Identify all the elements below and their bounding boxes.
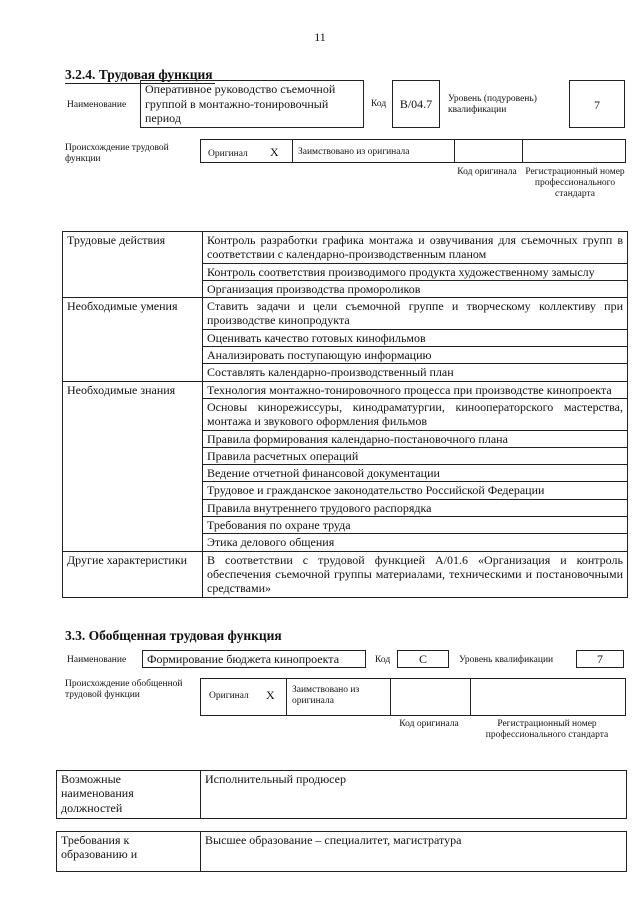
- row-label: Возможные наименования должностей: [57, 771, 201, 819]
- function-name-box: Оперативное руководство съемочной группой в монтажно-тонировочный период: [140, 80, 364, 128]
- table-row: [63, 298, 628, 330]
- row-item: Требования по охране труда: [203, 517, 628, 534]
- reg-number-caption: Регистрационный номер профессионального стандарта: [525, 167, 625, 199]
- positions-table: [56, 770, 627, 819]
- level-label: Уровень квалификации: [459, 655, 554, 665]
- original-mark: X: [270, 145, 279, 159]
- code-label: Код: [371, 99, 387, 109]
- name-label: Наименование: [67, 655, 127, 665]
- code-value: C: [418, 652, 427, 666]
- divider: [522, 139, 523, 163]
- row-item: Оценивать качество готовых кинофильмов: [203, 329, 628, 346]
- level-box: [576, 650, 624, 668]
- origin-table: [200, 139, 626, 163]
- divider: [470, 678, 471, 716]
- row-item: Правила внутреннего трудового распорядка: [203, 499, 628, 516]
- code-box: [397, 650, 449, 668]
- level-box: [569, 80, 625, 128]
- row-item: Контроль разработки графика монтажа и озвучивания для съемочных групп в соответствии с календарно-производственным планом: [203, 232, 628, 264]
- row-item: Трудовое и гражданское законодательство Российской Федерации: [203, 482, 628, 499]
- row-item: Этика делового общения: [203, 534, 628, 551]
- name-label: Наименование: [67, 100, 127, 110]
- row-item: Правила расчетных операций: [203, 447, 628, 464]
- table-row: [57, 771, 627, 819]
- divider: [454, 139, 455, 163]
- divider: [390, 678, 391, 716]
- row-item: Основы кинорежиссуры, кинодраматургии, кинооператорского мастерства, монтажа и звукового оформления фильмов: [203, 398, 628, 430]
- row-item: Контроль соответствия производимого продукта художественному замыслу: [203, 263, 628, 280]
- row-item: Правила формирования календарно-постановочного плана: [203, 430, 628, 447]
- origin-table: [200, 678, 626, 716]
- row-label: Трудовые действия: [63, 232, 203, 298]
- original-label: Оригинал: [208, 149, 248, 159]
- level-label: Уровень (подуровень) квалификации: [448, 94, 537, 115]
- table-row: [57, 832, 627, 872]
- function-name-box: Формирование бюджета кинопроекта: [142, 650, 366, 668]
- education-table: [56, 831, 627, 872]
- code-label: Код: [375, 655, 391, 665]
- origin-label: Происхождение обобщенной трудовой функции: [65, 679, 183, 700]
- row-item: Высшее образование – специалитет, магистратура: [201, 832, 627, 872]
- table-row: [63, 551, 628, 597]
- reg-number-caption: Регистрационный номер профессионального стандарта: [485, 719, 609, 740]
- section-title: 3.2.4. Трудовая функция: [65, 67, 213, 82]
- row-label: Требования к образованию и: [57, 832, 201, 872]
- row-item: Организация производства промороликов: [203, 280, 628, 297]
- borrowed-label: Заимствовано из оригинала: [292, 685, 360, 706]
- row-item: Анализировать поступающую информацию: [203, 347, 628, 364]
- level-value: 7: [594, 98, 600, 112]
- row-label: Необходимые знания: [63, 381, 203, 551]
- original-mark: X: [266, 688, 275, 702]
- origin-label: Происхождение трудовой функции: [65, 143, 169, 164]
- level-value: 7: [597, 652, 603, 666]
- row-item: В соответствии с трудовой функцией А/01.6 «Организация и контроль обеспечения съемочной группы материалами, техническими и постановочными средствами»: [203, 551, 628, 597]
- row-item: Исполнительный продюсер: [201, 771, 627, 819]
- code-original-caption: Код оригинала: [457, 167, 517, 177]
- borrowed-label: Заимствовано из оригинала: [298, 147, 410, 157]
- row-item: Составлять календарно-производственный план: [203, 364, 628, 381]
- code-box: [392, 80, 440, 128]
- row-label: Необходимые умения: [63, 298, 203, 381]
- page-number: 11: [314, 30, 326, 44]
- table-row: [63, 232, 628, 264]
- divider: [292, 139, 293, 163]
- table-row: [63, 381, 628, 398]
- row-label: Другие характеристики: [63, 551, 203, 597]
- original-label: Оригинал: [209, 691, 249, 701]
- row-item: Ведение отчетной финансовой документации: [203, 465, 628, 482]
- row-item: Технология монтажно-тонировочного процесса при производстве кинопроекта: [203, 381, 628, 398]
- section-title: 3.3. Обобщенная трудовая функция: [65, 628, 282, 643]
- row-item: Ставить задачи и цели съемочной группе и творческому коллективу при производстве кинопродукта: [203, 298, 628, 330]
- divider: [286, 678, 287, 716]
- code-value: B/04.7: [399, 97, 433, 111]
- function-details-table: [62, 231, 628, 598]
- code-original-caption: Код оригинала: [399, 719, 459, 729]
